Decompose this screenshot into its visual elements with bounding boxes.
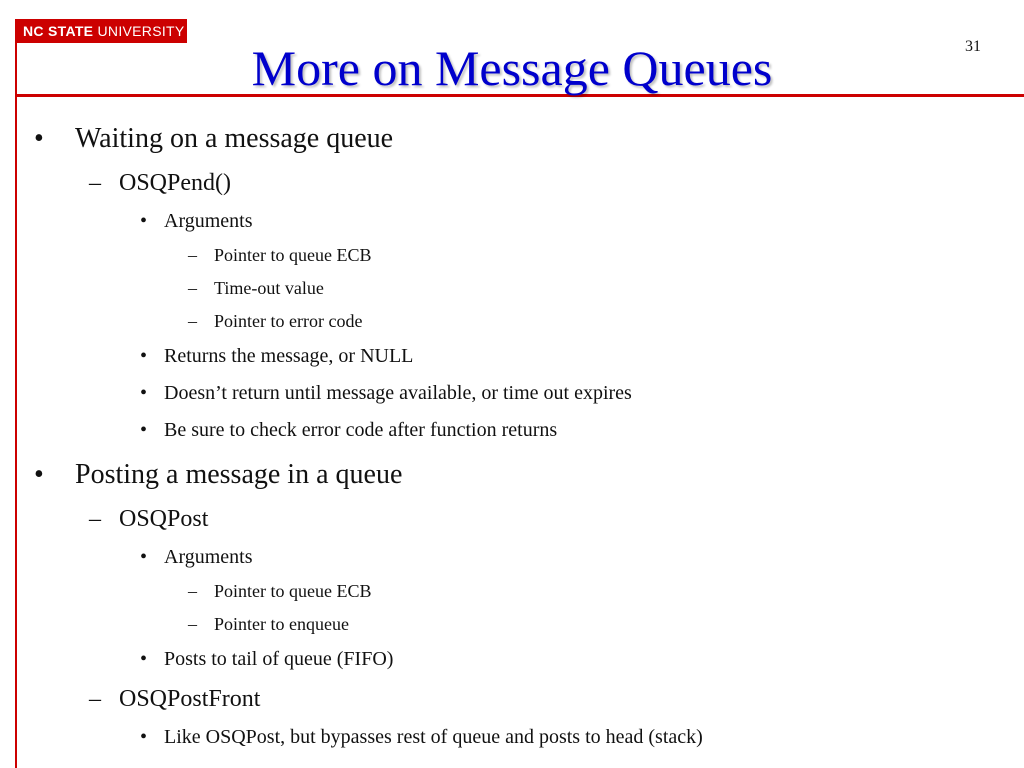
list-item-level4: Pointer to error code — [214, 311, 363, 331]
dash-icon: – — [188, 311, 197, 331]
list-item-level3: Arguments — [164, 546, 253, 568]
dash-icon: – — [188, 278, 197, 298]
list-item-level2: OSQPost — [119, 506, 209, 532]
bullet-icon: • — [140, 546, 148, 568]
dash-icon: – — [188, 614, 197, 634]
list-item-level2: OSQPostFront — [119, 686, 261, 712]
list-item-level3: Like OSQPost, but bypasses rest of queue and posts to head (stack) — [164, 726, 703, 748]
list-item-level3: Posts to tail of queue (FIFO) — [164, 648, 394, 670]
dash-icon: – — [188, 245, 197, 265]
bullet-icon: • — [140, 419, 148, 441]
list-item-level4: Pointer to queue ECB — [214, 581, 372, 601]
bullet-icon: • — [140, 648, 148, 670]
logo-text: UNIVERSITY — [93, 23, 185, 39]
bullet-icon: • — [34, 123, 44, 154]
list-item-level4: Time-out value — [214, 278, 324, 298]
list-item-level3: Doesn’t return until message available, or time out expires — [164, 382, 632, 404]
list-item-level2: OSQPend() — [119, 170, 231, 196]
list-item-level1: Waiting on a message queue — [75, 123, 394, 154]
list-item-level1: Posting a message in a queue — [75, 459, 403, 490]
slide-number: 31 — [965, 38, 981, 55]
bullet-icon: • — [34, 459, 44, 490]
list-item-level4: Pointer to enqueue — [214, 614, 349, 634]
slide-title: More on Message Queues — [251, 40, 773, 96]
dash-icon: – — [89, 686, 101, 712]
bullet-icon: • — [140, 726, 148, 748]
list-item-level4: Pointer to queue ECB — [214, 245, 372, 265]
bullet-icon: • — [140, 345, 148, 367]
dash-icon: – — [89, 506, 101, 532]
list-item-level3: Arguments — [164, 210, 253, 232]
left-border-line — [15, 42, 17, 768]
logo-text-bold: NC STATE — [23, 23, 94, 39]
bullet-icon: • — [140, 210, 148, 232]
bullet-icon: • — [140, 382, 148, 404]
list-item-level3: Be sure to check error code after function returns — [164, 419, 558, 441]
list-item-level3: Returns the message, or NULL — [164, 345, 414, 367]
dash-icon: – — [89, 170, 101, 196]
dash-icon: – — [188, 581, 197, 601]
